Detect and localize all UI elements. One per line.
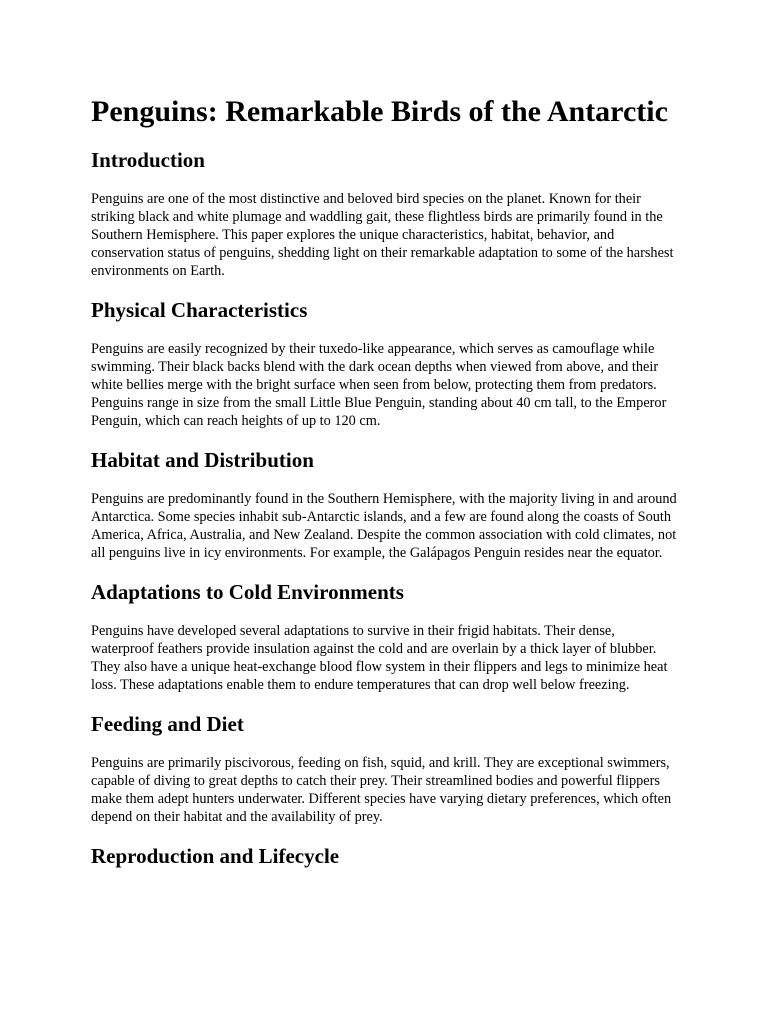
section-body-introduction: Penguins are one of the most distinctive and beloved bird species on the planet. Known for their striking black and white plumage and waddling gait, these flightless birds are primarily found in the Southern Hemisphere. This paper explores the unique characteristics, habitat, behavior, and conservation status of penguins, shedding light on their remarkable adaptation to some of the harshest environments on Earth.: [91, 191, 674, 279]
document-page: [91, 94, 681, 886]
section-body-adaptations: Penguins have developed several adaptations to survive in their frigid habitats. Their dense, waterproof feathers provide insulation against the cold and are overlain by a thick layer of blubber. They also have a unique heat-exchange blood flow system in their flippers and legs to minimize heat loss. These adaptations enable them to endure temperatures that can drop well below freezing.: [91, 623, 668, 693]
section-heading-reproduction-lifecycle: Reproduction and Lifecycle: [91, 844, 340, 868]
section-heading-feeding-diet: Feeding and Diet: [91, 712, 244, 736]
section-body-feeding-diet: Penguins are primarily piscivorous, feeding on fish, squid, and krill. They are exceptional swimmers, capable of diving to great depths to catch their prey. Their streamlined bodies and powerful flippers make them adept hunters underwater. Different species have varying dietary preferences, which often depend on their habitat and the availability of prey.: [91, 755, 672, 825]
document-title: Penguins: Remarkable Birds of the Antarctic: [91, 95, 668, 128]
section-heading-habitat-distribution: Habitat and Distribution: [91, 448, 314, 472]
section-heading-adaptations: Adaptations to Cold Environments: [91, 580, 404, 604]
section-body-physical-characteristics: Penguins are easily recognized by their tuxedo-like appearance, which serves as camouflage while swimming. Their black backs blend with the dark ocean depths when viewed from above, and their white bellies merge with the bright surface when seen from below, protecting them from predators. Penguins range in size from the small Little Blue Penguin, standing about 40 cm tall, to the Emperor Penguin, which can reach heights of up to 120 cm.: [91, 341, 667, 429]
section-heading-introduction: Introduction: [91, 148, 205, 172]
section-body-habitat-distribution: Penguins are predominantly found in the Southern Hemisphere, with the majority living in and around Antarctica. Some species inhabit sub-Antarctic islands, and a few are found along the coasts of South America, Africa, Australia, and New Zealand. Despite the common association with cold climates, not all penguins live in icy environments. For example, the Galápagos Penguin resides near the equator.: [91, 491, 677, 561]
section-heading-physical-characteristics: Physical Characteristics: [91, 298, 308, 322]
